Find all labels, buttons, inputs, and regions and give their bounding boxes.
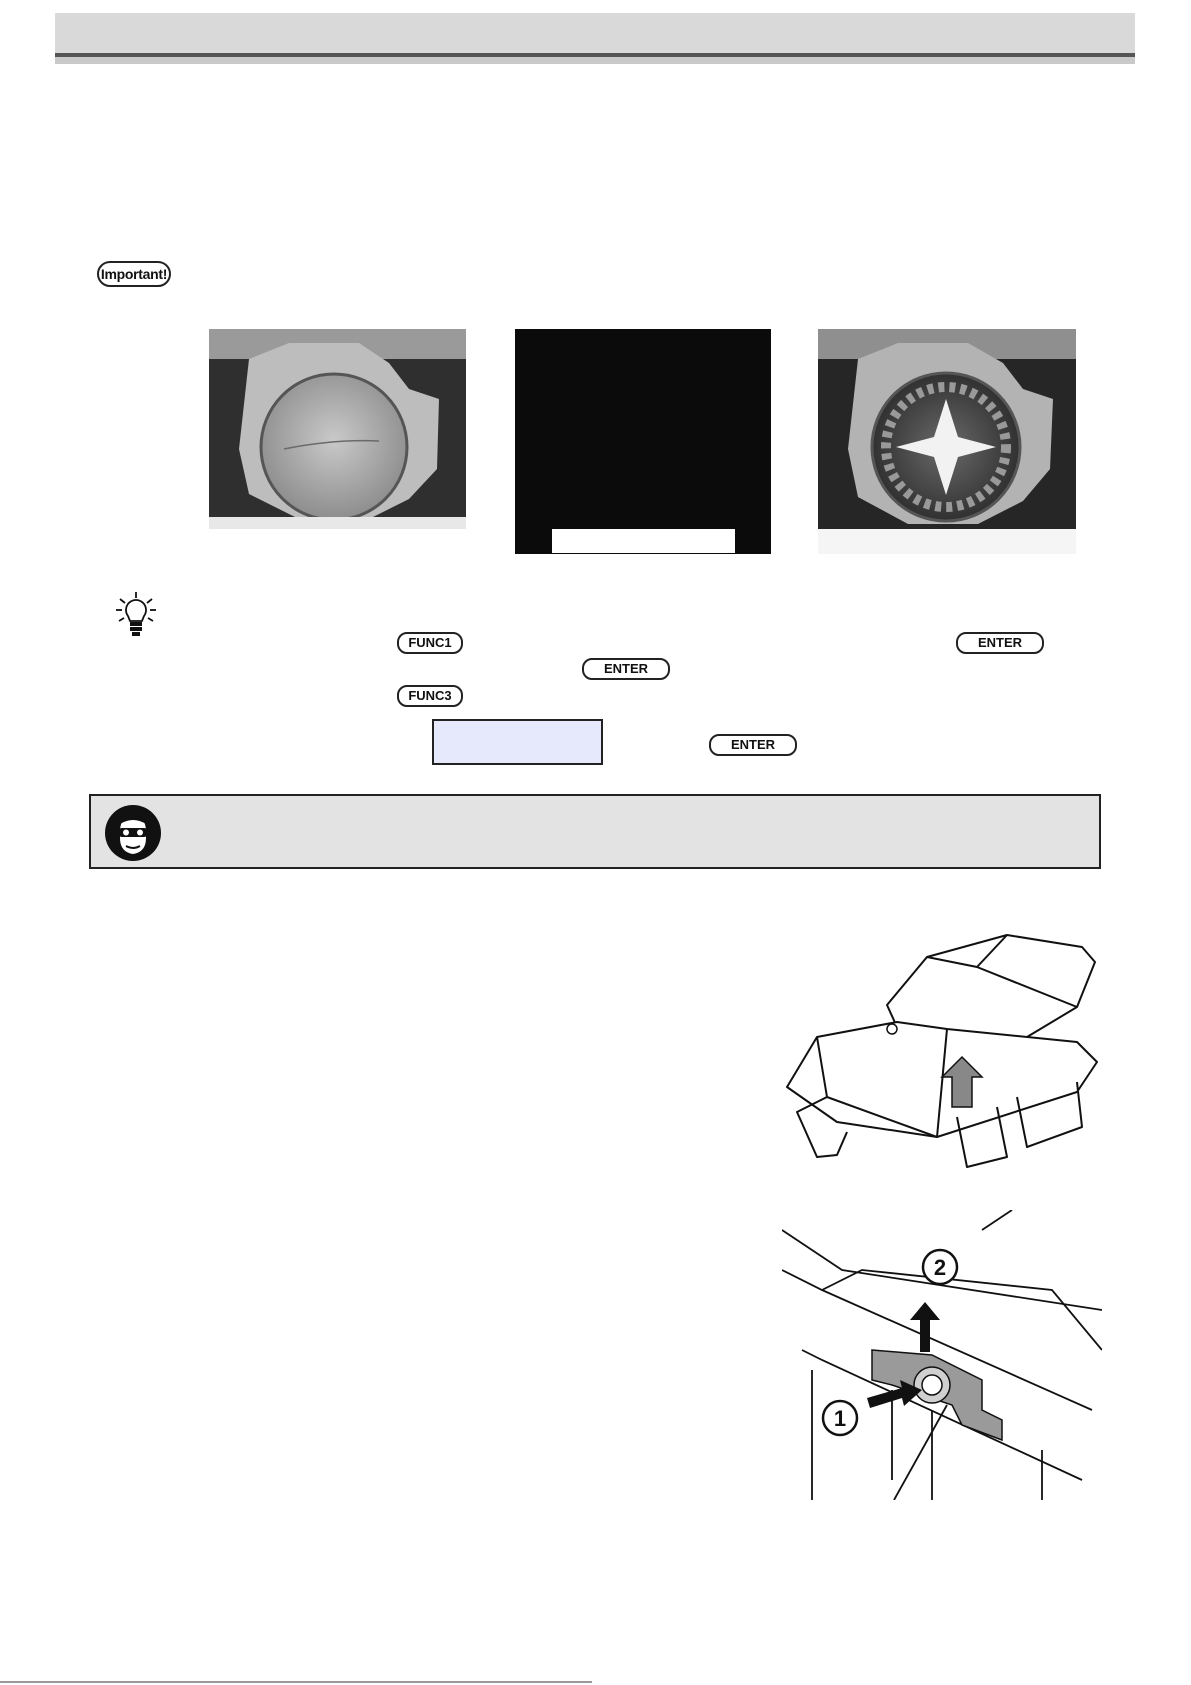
header-band bbox=[55, 13, 1135, 53]
photo-dirty-cap bbox=[818, 329, 1076, 554]
illustration-cap-removal bbox=[782, 1210, 1102, 1500]
photo-caption-box bbox=[552, 529, 735, 553]
enter-key: ENTER bbox=[709, 734, 797, 756]
photo-dark-cap bbox=[515, 329, 771, 554]
enter-key: ENTER bbox=[582, 658, 670, 680]
lcd-display-box bbox=[432, 719, 603, 765]
safety-goggles-icon bbox=[104, 804, 162, 862]
func1-key: FUNC1 bbox=[397, 632, 463, 654]
callout-step-2: 2 bbox=[933, 1255, 947, 1280]
func3-key: FUNC3 bbox=[397, 685, 463, 707]
caution-panel bbox=[89, 794, 1101, 869]
illustration-ink-pack-tray bbox=[777, 917, 1102, 1197]
callout-step-1: 1 bbox=[833, 1406, 847, 1431]
light-bulb-icon bbox=[114, 590, 158, 638]
header-rule-shadow bbox=[55, 57, 1135, 64]
enter-key: ENTER bbox=[956, 632, 1044, 654]
important-badge: Important! bbox=[97, 261, 171, 287]
photo-normal-cap bbox=[209, 329, 466, 529]
footer-rule bbox=[0, 1681, 592, 1683]
